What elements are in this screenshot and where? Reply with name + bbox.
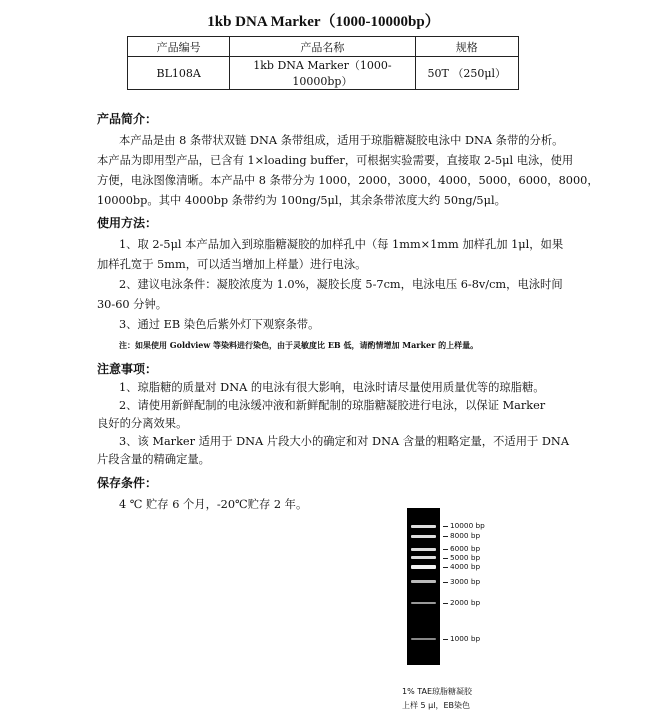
product-code-cell: BL108A	[128, 57, 230, 90]
caution-line: 良好的分离效果。	[97, 417, 188, 430]
gel-band	[411, 602, 436, 604]
gel-caption: 上样 5 μl，EB染色	[402, 701, 471, 710]
band-tick	[443, 536, 448, 537]
column-header: 产品名称	[230, 37, 415, 57]
gel-band	[411, 638, 436, 640]
band-tick	[443, 567, 448, 568]
table-header-row	[128, 37, 519, 57]
band-label: 3000 bp	[450, 577, 481, 586]
gel-band	[411, 580, 436, 583]
storage-text: 4 ℃ 贮存 6 个月，-20℃贮存 2 年。	[119, 498, 308, 511]
cautions-heading: 注意事项：	[97, 362, 158, 376]
band-label: 6000 bp	[450, 544, 481, 553]
caution-line: 片段含量的精确定量。	[97, 453, 210, 466]
band-tick	[443, 603, 448, 604]
band-tick	[443, 526, 448, 527]
usage-heading: 使用方法：	[97, 216, 158, 230]
usage-line: 3、通过 EB 染色后紫外灯下观察条带。	[119, 318, 320, 331]
band-label: 4000 bp	[450, 562, 481, 571]
intro-line: 本产品是由 8 条带状双链 DNA 条带组成，适用于琼脂糖凝胶电泳中 DNA 条带的分析。	[119, 134, 564, 147]
band-label: 1000 bp	[450, 634, 481, 643]
page-title: 1kb DNA Marker（1000-10000bp）	[207, 14, 440, 30]
gel-image	[407, 508, 440, 665]
gel-band	[411, 565, 436, 569]
caution-line: 2、请使用新鲜配制的电泳缓冲液和新鲜配制的琼脂糖凝胶进行电泳，以保证 Marker	[119, 399, 546, 412]
intro-line: 10000bp。其中 4000bp 条带约为 100ng/5μl，其余条带浓度大约 50ng/5μl。	[97, 194, 506, 207]
gel-caption: 1% TAE琼脂糖凝胶	[402, 687, 473, 696]
band-tick	[443, 549, 448, 550]
usage-note: 注：如果使用 Goldview 等染料进行染色，由于灵敏度比 EB 低，请酌情增加 Marker 的上样量。	[119, 340, 479, 350]
intro-heading: 产品简介：	[97, 112, 158, 126]
band-label: 10000 bp	[450, 521, 485, 530]
usage-line: 加样孔宽于 5mm，可以适当增加上样量）进行电泳。	[97, 258, 367, 271]
caution-line: 3、该 Marker 适用于 DNA 片段大小的确定和对 DNA 含量的粗略定量，不适用于 DNA	[119, 435, 569, 448]
gel-band	[411, 556, 436, 559]
band-tick	[443, 639, 448, 640]
column-header: 产品编号	[128, 37, 230, 57]
product-name-cell: 1kb DNA Marker（1000-10000bp）	[230, 57, 415, 90]
usage-line: 2、建议电泳条件：凝胶浓度为 1.0%，凝胶长度 5-7cm，电泳电压 6-8v/cm，电泳时间	[119, 278, 563, 291]
spec-table	[127, 36, 519, 90]
gel-band	[411, 525, 436, 528]
band-tick	[443, 582, 448, 583]
band-label: 2000 bp	[450, 598, 481, 607]
band-label: 5000 bp	[450, 553, 481, 562]
storage-heading: 保存条件：	[97, 476, 158, 490]
caution-line: 1、琼脂糖的质量对 DNA 的电泳有很大影响，电泳时请尽量使用质量优等的琼脂糖。	[119, 381, 545, 394]
intro-line: 本产品为即用型产品，已含有 1×loading buffer，可根据实验需要，直接取 2-5μl 电泳，使用	[97, 154, 574, 167]
table-row	[128, 57, 519, 90]
intro-line: 方便，电泳图像清晰。本产品中 8 条带分为 1000，2000，3000，4000，5000，6000，8000，	[97, 174, 599, 187]
usage-line: 30-60 分钟。	[97, 298, 168, 311]
gel-band	[411, 535, 436, 538]
gel-band	[411, 548, 436, 551]
product-spec-cell: 50T （250μl）	[415, 57, 518, 90]
band-tick	[443, 558, 448, 559]
column-header: 规格	[415, 37, 518, 57]
band-label: 8000 bp	[450, 531, 481, 540]
usage-line: 1、取 2-5μl 本产品加入到琼脂糖凝胶的加样孔中（每 1mm×1mm 加样孔加 1μl，如果	[119, 238, 564, 251]
